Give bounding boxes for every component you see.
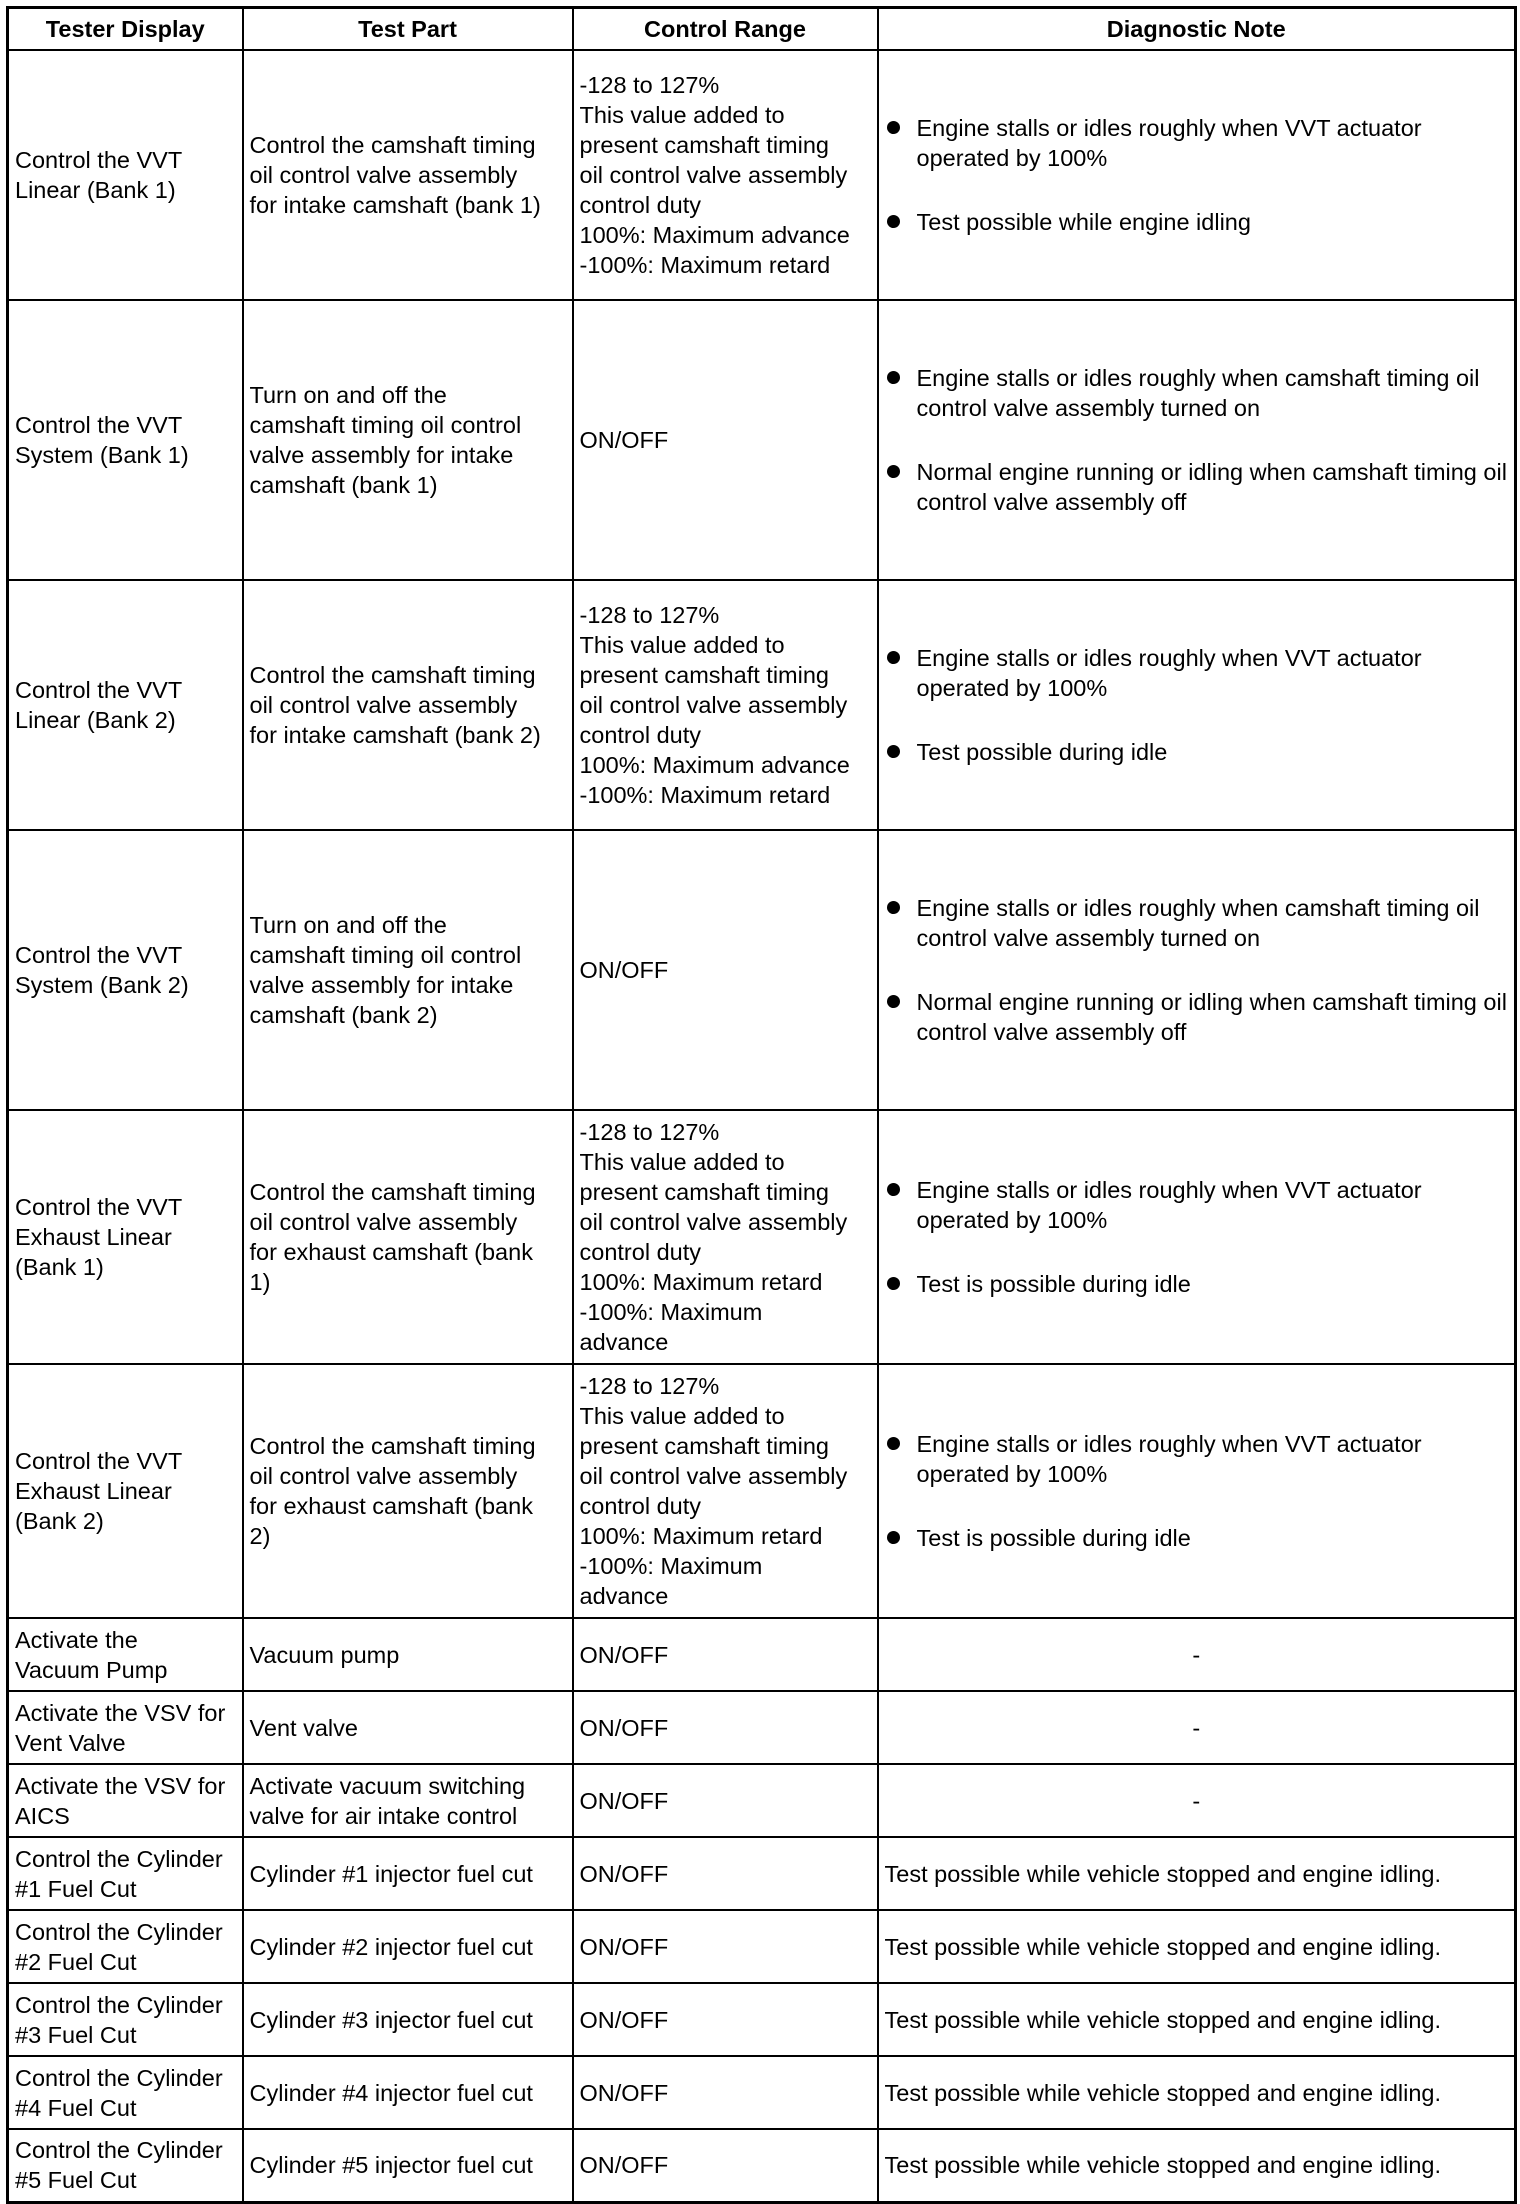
- diagnostic-note-item: Test is possible during idle: [885, 1523, 1509, 1553]
- diagnostic-note-cell: [878, 300, 1516, 580]
- table-row: [8, 1691, 1516, 1764]
- test-part-cell: Cylinder #3 injector fuel cut: [243, 1983, 573, 2056]
- header-test-part: Test Part: [243, 8, 573, 51]
- diagnostic-note-cell: [878, 580, 1516, 830]
- diagnostic-note-item: Normal engine running or idling when camshaft timing oil control valve assembly off: [885, 457, 1509, 517]
- diagnostic-note-cell: [878, 1110, 1516, 1364]
- diagnostic-note-cell: [878, 50, 1516, 300]
- diagnostic-note-item: Engine stalls or idles roughly when VVT actuator operated by 100%: [885, 1429, 1509, 1489]
- control-range-cell: -128 to 127% This value added to present camshaft timing oil control valve assembly control duty 100%: Maximum retard -100%: Maximum advance: [573, 1364, 878, 1618]
- tester-display-cell: Control the Cylinder #3 Fuel Cut: [8, 1983, 243, 2056]
- control-range-cell: ON/OFF: [573, 1764, 878, 1837]
- diagnostic-note-item: Engine stalls or idles roughly when camshaft timing oil control valve assembly turned on: [885, 363, 1509, 423]
- header-tester-display: Tester Display: [8, 8, 243, 51]
- active-test-table: [6, 6, 1517, 2204]
- tester-display-cell: Control the VVT Linear (Bank 2): [8, 580, 243, 830]
- diagnostic-note-item: Engine stalls or idles roughly when VVT actuator operated by 100%: [885, 113, 1509, 173]
- test-part-cell: Cylinder #1 injector fuel cut: [243, 1837, 573, 1910]
- active-test-table-sheet: [6, 6, 1514, 2194]
- tester-display-cell: Control the VVT System (Bank 1): [8, 300, 243, 580]
- control-range-cell: ON/OFF: [573, 1618, 878, 1691]
- test-part-cell: Vent valve: [243, 1691, 573, 1764]
- diagnostic-note-list: [885, 1143, 1509, 1331]
- table-row: [8, 50, 1516, 300]
- table-row: [8, 1837, 1516, 1910]
- diagnostic-note-cell: [878, 830, 1516, 1110]
- diagnostic-note-list: [885, 1397, 1509, 1585]
- test-part-cell: Control the camshaft timing oil control valve assembly for intake camshaft (bank 1): [243, 50, 573, 300]
- table-row: [8, 1764, 1516, 1837]
- test-part-cell: Turn on and off the camshaft timing oil control valve assembly for intake camshaft (bank 1): [243, 300, 573, 580]
- control-range-cell: ON/OFF: [573, 830, 878, 1110]
- tester-display-cell: Control the VVT Exhaust Linear (Bank 2): [8, 1364, 243, 1618]
- test-part-cell: Control the camshaft timing oil control valve assembly for exhaust camshaft (bank 1): [243, 1110, 573, 1364]
- tester-display-cell: Activate the VSV for AICS: [8, 1764, 243, 1837]
- table-row: [8, 1364, 1516, 1618]
- test-part-cell: Cylinder #4 injector fuel cut: [243, 2056, 573, 2129]
- diagnostic-note-list: [885, 611, 1509, 799]
- tester-display-cell: Control the VVT Exhaust Linear (Bank 1): [8, 1110, 243, 1364]
- header-row: [8, 8, 1516, 51]
- table-row: [8, 580, 1516, 830]
- diagnostic-note-cell: Test possible while vehicle stopped and engine idling.: [878, 2056, 1516, 2129]
- control-range-cell: ON/OFF: [573, 2129, 878, 2202]
- control-range-cell: ON/OFF: [573, 2056, 878, 2129]
- diagnostic-note-cell: Test possible while vehicle stopped and engine idling.: [878, 1910, 1516, 1983]
- test-part-cell: Cylinder #5 injector fuel cut: [243, 2129, 573, 2202]
- tester-display-cell: Activate the Vacuum Pump: [8, 1618, 243, 1691]
- control-range-cell: ON/OFF: [573, 1910, 878, 1983]
- diagnostic-note-item: Test is possible during idle: [885, 1269, 1509, 1299]
- test-part-cell: Cylinder #2 injector fuel cut: [243, 1910, 573, 1983]
- control-range-cell: -128 to 127% This value added to present camshaft timing oil control valve assembly control duty 100%: Maximum retard -100%: Maximum advance: [573, 1110, 878, 1364]
- diagnostic-note-cell: -: [878, 1691, 1516, 1764]
- diagnostic-note-cell: -: [878, 1618, 1516, 1691]
- test-part-cell: Turn on and off the camshaft timing oil control valve assembly for intake camshaft (bank 2): [243, 830, 573, 1110]
- control-range-cell: -128 to 127% This value added to present camshaft timing oil control valve assembly control duty 100%: Maximum advance -100%: Maximum retard: [573, 580, 878, 830]
- diagnostic-note-item: Engine stalls or idles roughly when VVT actuator operated by 100%: [885, 643, 1509, 703]
- diagnostic-note-cell: Test possible while vehicle stopped and engine idling.: [878, 1983, 1516, 2056]
- table-row: [8, 300, 1516, 580]
- diagnostic-note-item: Test possible while engine idling: [885, 207, 1509, 237]
- tester-display-cell: Control the VVT System (Bank 2): [8, 830, 243, 1110]
- test-part-cell: Control the camshaft timing oil control valve assembly for intake camshaft (bank 2): [243, 580, 573, 830]
- control-range-cell: ON/OFF: [573, 1983, 878, 2056]
- table-row: [8, 2129, 1516, 2202]
- table-row: [8, 2056, 1516, 2129]
- diagnostic-note-list: [885, 81, 1509, 269]
- diagnostic-note-list: [885, 861, 1509, 1079]
- table-row: [8, 1910, 1516, 1983]
- diagnostic-note-list: [885, 331, 1509, 549]
- diagnostic-note-cell: Test possible while vehicle stopped and engine idling.: [878, 2129, 1516, 2202]
- diagnostic-note-item: Engine stalls or idles roughly when camshaft timing oil control valve assembly turned on: [885, 893, 1509, 953]
- diagnostic-note-cell: -: [878, 1764, 1516, 1837]
- tester-display-cell: Control the Cylinder #1 Fuel Cut: [8, 1837, 243, 1910]
- test-part-cell: Activate vacuum switching valve for air intake control: [243, 1764, 573, 1837]
- diagnostic-note-item: Engine stalls or idles roughly when VVT actuator operated by 100%: [885, 1175, 1509, 1235]
- test-part-cell: Control the camshaft timing oil control valve assembly for exhaust camshaft (bank 2): [243, 1364, 573, 1618]
- test-part-cell: Vacuum pump: [243, 1618, 573, 1691]
- control-range-cell: -128 to 127% This value added to present camshaft timing oil control valve assembly control duty 100%: Maximum advance -100%: Maximum retard: [573, 50, 878, 300]
- tester-display-cell: Control the Cylinder #4 Fuel Cut: [8, 2056, 243, 2129]
- tester-display-cell: Control the VVT Linear (Bank 1): [8, 50, 243, 300]
- diagnostic-note-item: Normal engine running or idling when camshaft timing oil control valve assembly off: [885, 987, 1509, 1047]
- tester-display-cell: Control the Cylinder #5 Fuel Cut: [8, 2129, 243, 2202]
- tester-display-cell: Control the Cylinder #2 Fuel Cut: [8, 1910, 243, 1983]
- diagnostic-note-item: Test possible during idle: [885, 737, 1509, 767]
- tester-display-cell: Activate the VSV for Vent Valve: [8, 1691, 243, 1764]
- table-row: [8, 1983, 1516, 2056]
- control-range-cell: ON/OFF: [573, 1691, 878, 1764]
- diagnostic-note-cell: [878, 1364, 1516, 1618]
- table-row: [8, 1618, 1516, 1691]
- table-row: [8, 1110, 1516, 1364]
- header-diagnostic-note: Diagnostic Note: [878, 8, 1516, 51]
- header-control-range: Control Range: [573, 8, 878, 51]
- table-row: [8, 830, 1516, 1110]
- control-range-cell: ON/OFF: [573, 1837, 878, 1910]
- control-range-cell: ON/OFF: [573, 300, 878, 580]
- diagnostic-note-cell: Test possible while vehicle stopped and engine idling.: [878, 1837, 1516, 1910]
